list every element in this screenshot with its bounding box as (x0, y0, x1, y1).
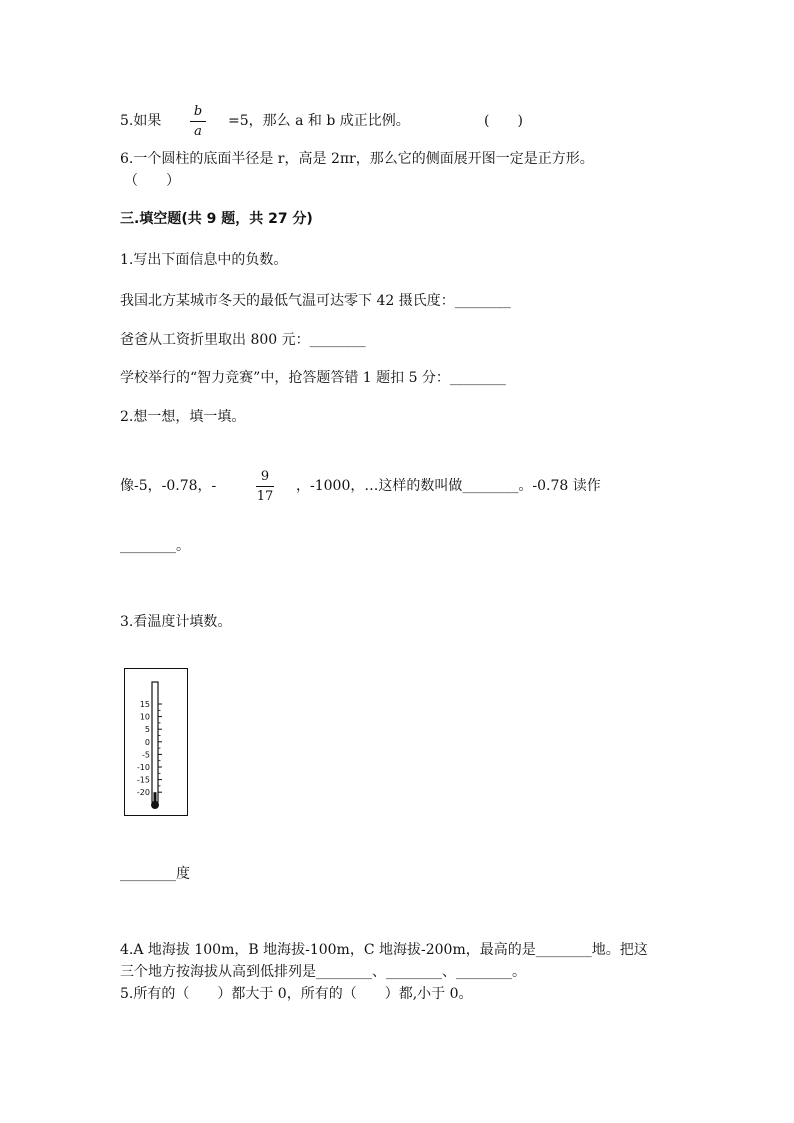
tick-label: 10 (139, 712, 150, 722)
thermometer-icon (124, 668, 188, 816)
judgement-q5-prefix: 5.如果 (120, 113, 162, 129)
section-heading: 三.填空题(共 9 题，共 27 分) (120, 211, 313, 227)
judgement-q5-suffix: =5，那么 a 和 b 成正比例。 (228, 113, 410, 129)
tick-label: 5 (144, 725, 150, 735)
q1-item-a[interactable]: 我国北方某城市冬天的最低气温可达零下 42 摄氏度：________ (120, 293, 511, 309)
q2-intro: 2.想一想，填一填。 (120, 409, 246, 425)
judgement-q5-fraction (190, 104, 206, 139)
q4-line2[interactable]: 三个地方按海拔从高到低排列是________、________、________。 (120, 964, 526, 980)
fraction-numerator: 9 (260, 469, 270, 484)
tick-label: -20 (136, 788, 150, 798)
q2-fraction (256, 469, 274, 504)
tick-label: 15 (139, 700, 150, 709)
q2-prefix: 像-5，-0.78，- (120, 478, 217, 494)
fraction-numerator: b (193, 104, 203, 119)
q5-text[interactable]: 5.所有的（ ）都大于 0，所有的（ ）都,小于 0。 (120, 986, 473, 1002)
fraction-denominator: a (194, 124, 202, 139)
q4-line1[interactable]: 4.A 地海拔 100m，B 地海拔-100m，C 地海拔-200m，最高的是________地。把这 (120, 942, 648, 958)
q1-item-c[interactable]: 学校举行的“智力竞赛”中，抢答题答错 1 题扣 5 分：________ (120, 370, 506, 386)
fraction-bar (256, 486, 274, 487)
tick-label: -15 (136, 775, 150, 785)
thermometer-tube (152, 682, 158, 802)
q1-item-b[interactable]: 爸爸从工资折里取出 800 元：________ (120, 332, 366, 348)
q2-answer-line[interactable]: ________。 (120, 538, 190, 554)
q1-intro: 1.写出下面信息中的负数。 (120, 252, 288, 268)
fraction-denominator: 17 (256, 489, 274, 504)
judgement-q6-answer-paren[interactable]: （ ） (124, 173, 180, 189)
tick-label: -5 (142, 750, 150, 760)
q2-suffix[interactable]: ，-1000，…这样的数叫做________。-0.78 读作 (296, 478, 601, 494)
tick-label: -10 (136, 763, 150, 772)
thermometer-mercury (154, 792, 157, 802)
fraction-bar (190, 121, 206, 122)
q3-answer[interactable]: ________度 (120, 866, 190, 882)
thermometer-bulb (151, 801, 159, 809)
tick-label: 0 (144, 737, 150, 747)
judgement-q5-answer-paren[interactable]: ( ) (484, 113, 523, 129)
q3-intro: 3.看温度计填数。 (120, 614, 232, 630)
judgement-q6-text: 6.一个圆柱的底面半径是 r，高是 2πr，那么它的侧面展开图一定是正方形。 (120, 151, 594, 167)
